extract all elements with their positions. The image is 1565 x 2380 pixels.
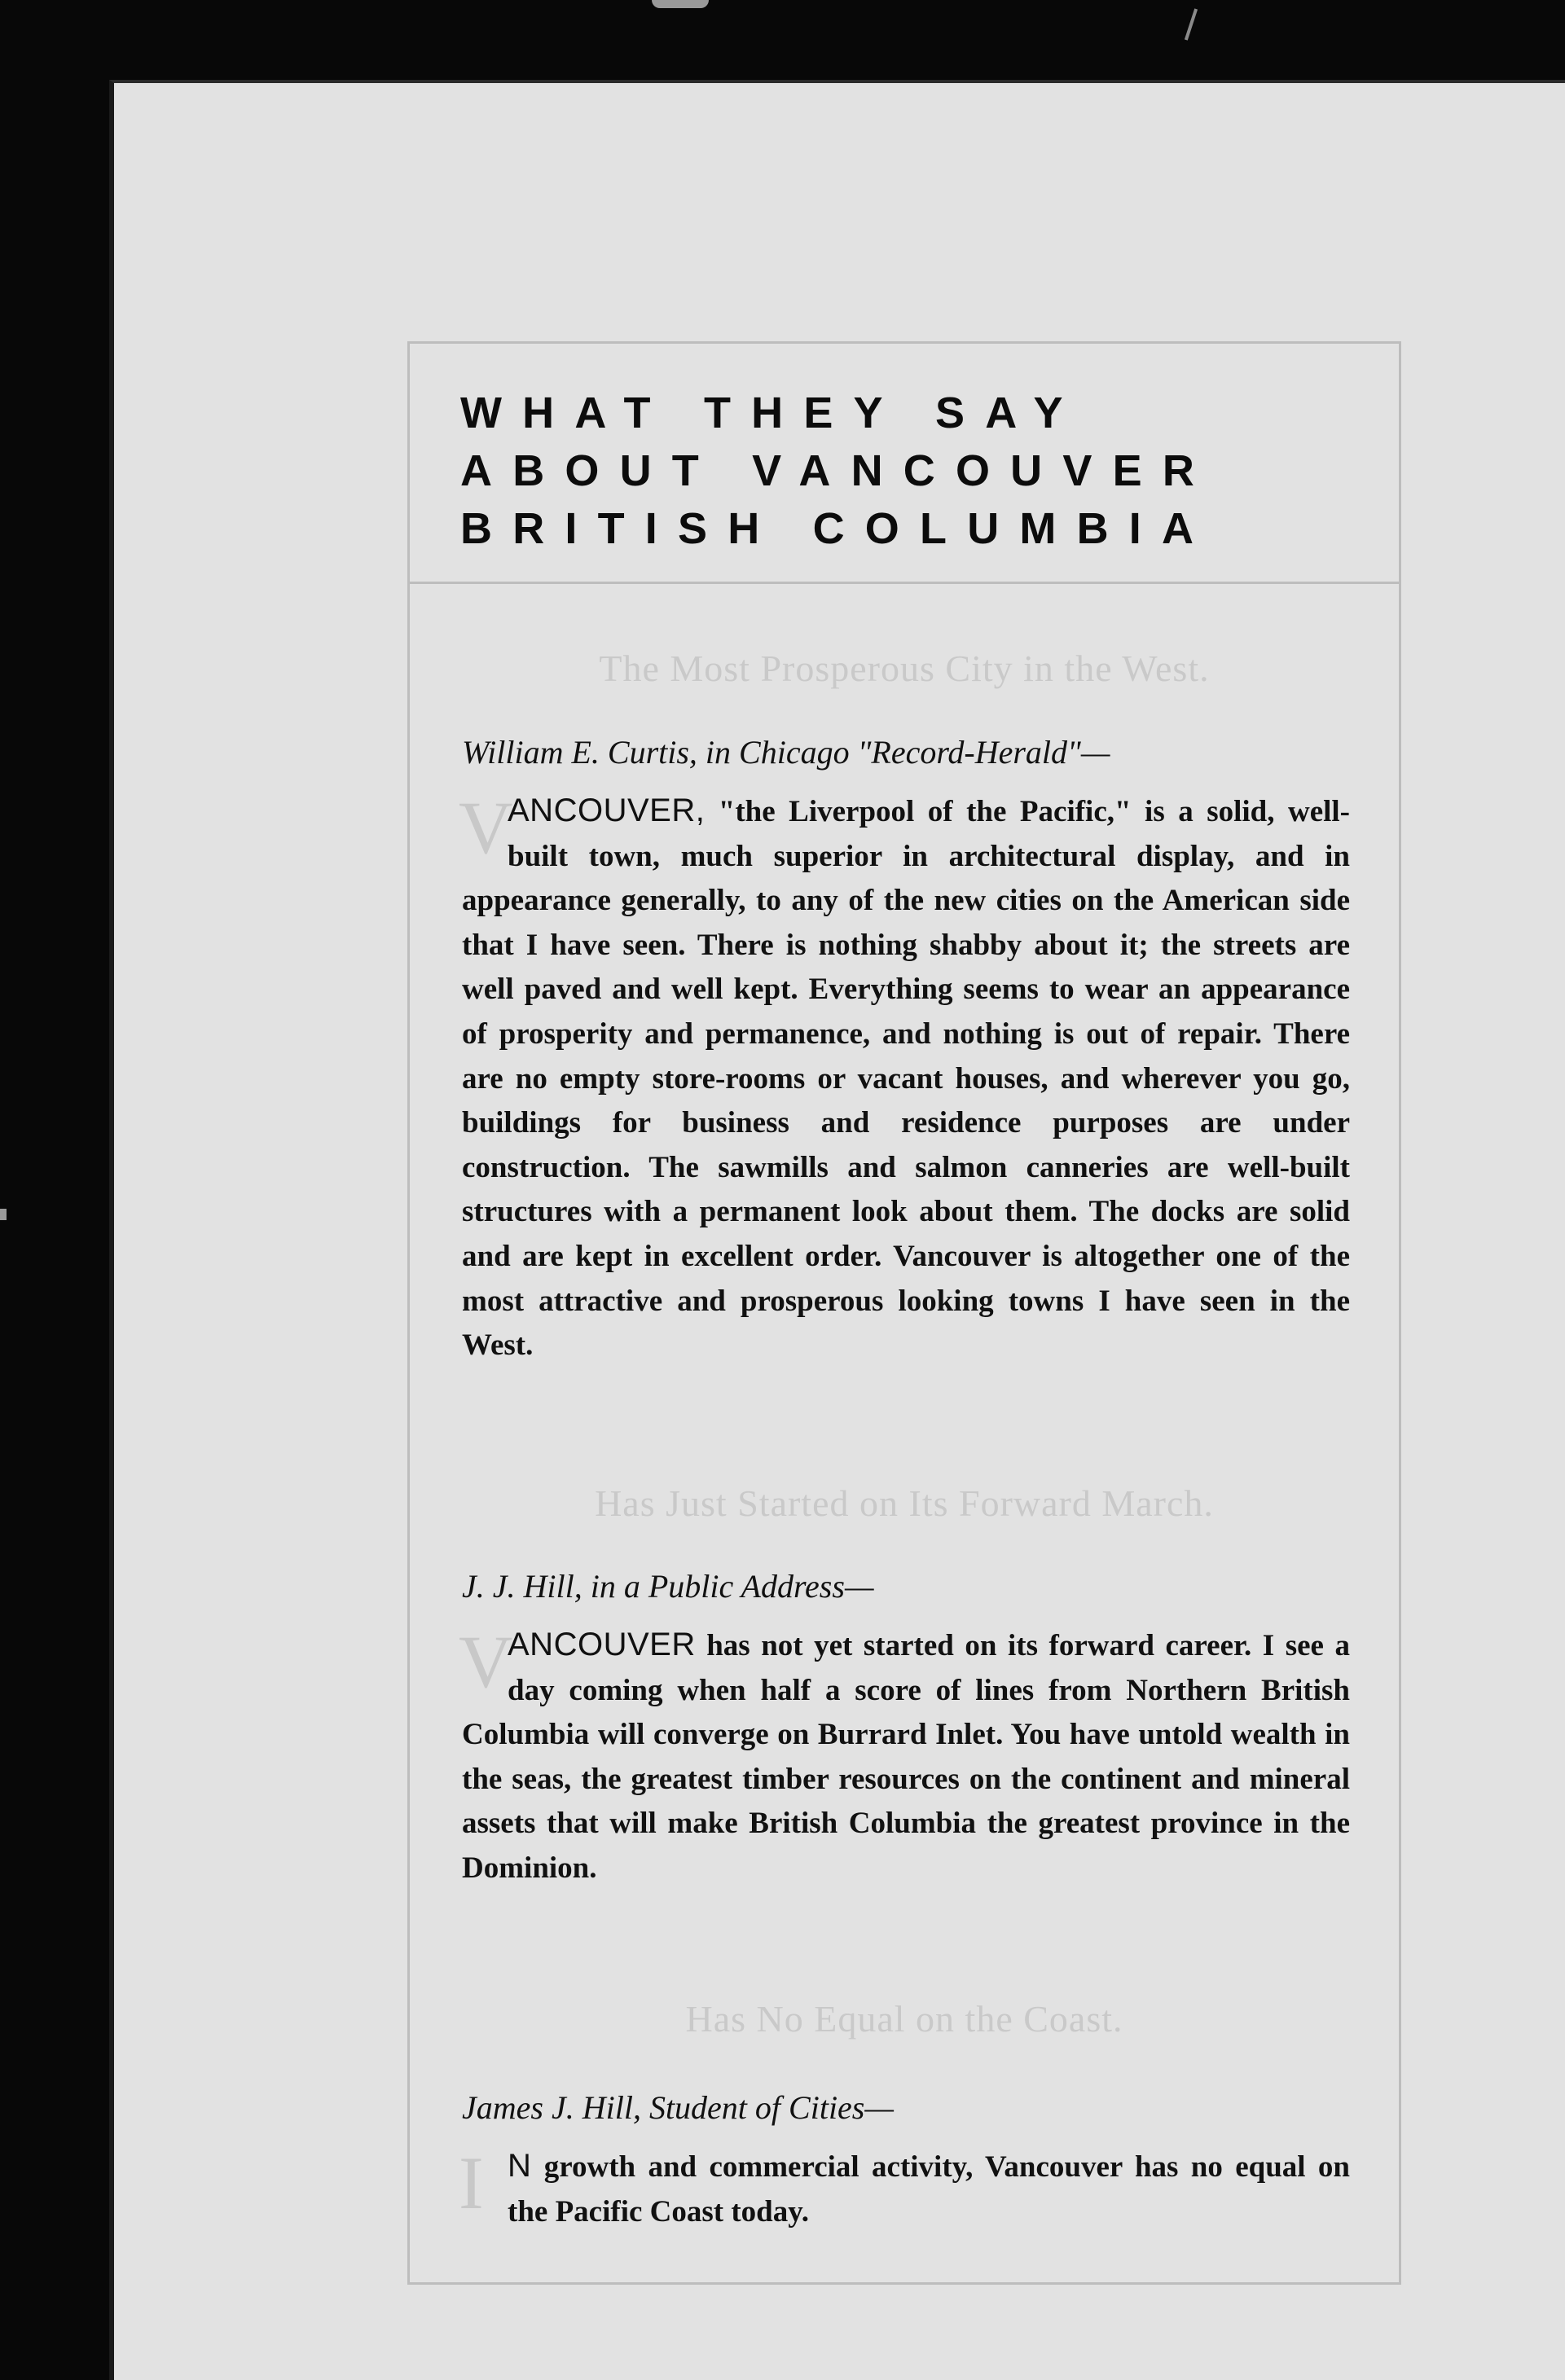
lead-word-2: ANCOUVER — [508, 1627, 696, 1662]
byline-1: William E. Curtis, in Chicago "Record-Herald"— — [462, 734, 1110, 771]
byline-3: James J. Hill, Student of Cities— — [462, 2089, 894, 2126]
section-heading-2: Has Just Started on Its Forward March. — [595, 1482, 1214, 1524]
section-heading-1: The Most Prosperous City in the West. — [599, 648, 1210, 689]
title-line-3: BRITISH COLUMBIA — [460, 504, 1215, 553]
scan-artifact-mark — [1185, 8, 1198, 40]
quote-text-2: has not yet started on its forward career. I see a day coming when half a score of lines from Northern British Columbia will converge on Burrard Inlet. You have untold wealth in the seas, the greatest timber resources on the continent and mineral assets that will make British Columbia the greatest province in the Dominion. — [462, 1629, 1350, 1885]
section-heading-3: Has No Equal on the Coast. — [685, 1998, 1123, 2040]
quote-text-1: "the Liverpool of the Pacific," is a solid, well-built town, much superior in architectural display, and in appearance generally, to any of the new cities on the American side that I have seen. There is nothing shabby about it; the streets are well paved and well kept. Everything seems to wear an appearance of prosperity and permanence, and nothing is out of repair. There are no empty store-rooms or vacant houses, and wherever you go, buildings for business and residence purposes are under construction. The sawmills and salmon canneries are well-built structures with a permanent look about them. The docks are solid and are kept in excellent order. Vancouver is altogether one of the most attractive and prosperous looking towns I have seen in the West. — [462, 795, 1350, 1363]
drop-cap-3: I — [459, 2141, 484, 2224]
drop-cap-2: V — [459, 1620, 513, 1703]
scan-artifact-top — [652, 0, 709, 8]
quote-paragraph-2 — [459, 1620, 1350, 1891]
page-sheet — [109, 80, 1565, 2380]
title-line-1: WHAT THEY SAY — [460, 389, 1084, 437]
lead-word-1: ANCOUVER, — [508, 793, 706, 828]
drop-cap-1: V — [459, 786, 513, 869]
byline-2: J. J. Hill, in a Public Address— — [462, 1568, 874, 1605]
quote-paragraph-3 — [459, 2141, 1350, 2234]
content-frame — [407, 341, 1401, 2285]
lead-word-3: N — [508, 2148, 532, 2184]
title-line-2: ABOUT VANCOUVER — [460, 446, 1216, 495]
quote-text-3: growth and commercial activity, Vancouver has no equal on the Pacific Coast today. — [508, 2150, 1350, 2229]
title-block — [410, 344, 1399, 584]
quote-paragraph-1 — [459, 786, 1350, 1368]
scan-artifact-edge — [0, 1209, 7, 1220]
